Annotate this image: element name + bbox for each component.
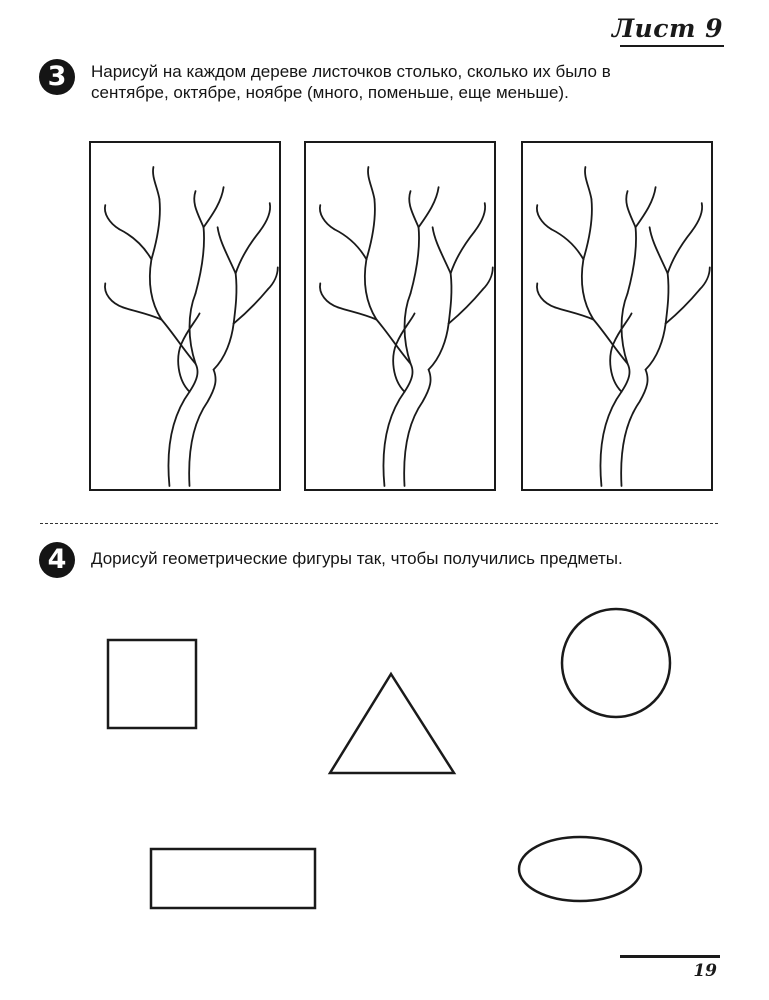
page-number-rule bbox=[620, 955, 720, 958]
sheet-title-underline bbox=[620, 45, 724, 47]
tree-frame[interactable] bbox=[304, 141, 496, 491]
ellipse-shape[interactable] bbox=[519, 837, 641, 901]
tree-frame[interactable] bbox=[521, 141, 713, 491]
task-number-badge: 4 bbox=[39, 542, 75, 578]
task-instruction-line: Нарисуй на каждом дереве листочков столько, сколько их было в bbox=[91, 62, 611, 81]
task-number-badge: 3 bbox=[39, 59, 75, 95]
sheet-title: Лист 9 bbox=[611, 14, 723, 43]
task-instruction bbox=[91, 61, 611, 103]
triangle-shape[interactable] bbox=[330, 674, 454, 773]
page-number: 19 bbox=[693, 961, 717, 981]
bare-tree-icon bbox=[306, 143, 494, 489]
task-instruction-line: сентябре, октябре, ноябре (много, поменьше, еще меньше). bbox=[91, 83, 569, 102]
circle-shape[interactable] bbox=[562, 609, 670, 717]
square-shape[interactable] bbox=[108, 640, 196, 728]
task-instruction: Дорисуй геометрические фигуры так, чтобы получились предметы. bbox=[91, 549, 623, 568]
rectangle-shape[interactable] bbox=[151, 849, 315, 908]
dashed-divider bbox=[40, 523, 718, 524]
bare-tree-icon bbox=[91, 143, 279, 489]
tree-frame[interactable] bbox=[89, 141, 281, 491]
bare-tree-icon bbox=[523, 143, 711, 489]
